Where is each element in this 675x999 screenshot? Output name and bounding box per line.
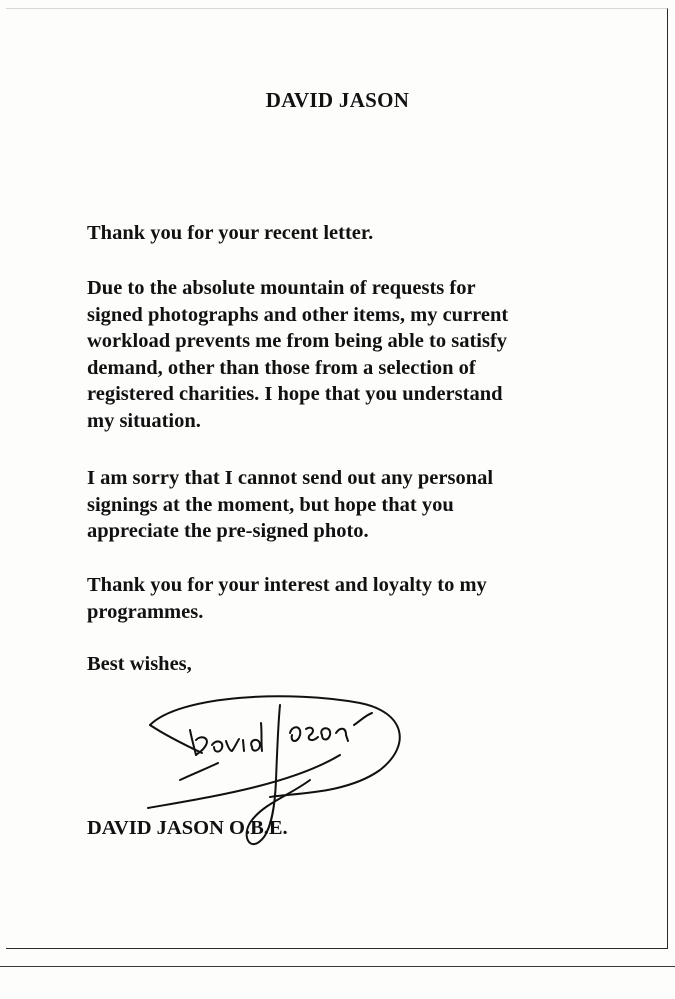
paragraph-apology: I am sorry that I cannot send out any personal signings at the moment, but hope that you appreciate the pre-signed photo. — [87, 467, 494, 542]
paragraph-interest: Thank you for your interest and loyalty to my programmes. — [87, 574, 487, 623]
paragraph-thanks: Thank you for your recent letter. — [87, 222, 374, 244]
scan-bottom-edge — [0, 966, 675, 967]
sign-off-name: DAVID JASON O.B.E. — [87, 817, 288, 839]
letter-heading: DAVID JASON — [265, 88, 410, 112]
paragraph-requests: Due to the absolute mountain of requests for signed photographs and other items, my current workload prevents me from being able to satisfy demand, other than those from a selection of registered charities. I hope that you understand my situation. — [87, 277, 509, 432]
handwritten-signature — [140, 685, 420, 860]
closing-line: Best wishes, — [87, 653, 192, 675]
